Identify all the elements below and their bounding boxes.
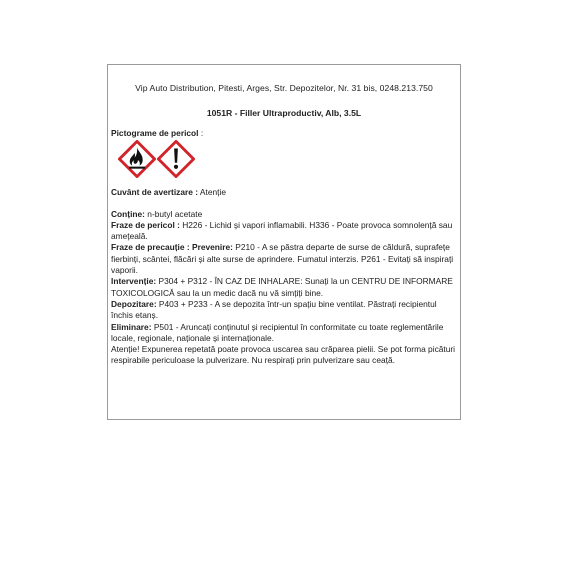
disposal-row — [111, 322, 456, 345]
response-label: Intervenție: — [111, 276, 157, 287]
product-title: 1051R - Filler Ultraproductiv, Alb, 3.5L — [206, 108, 362, 118]
contains-text: n-butyl acetate — [144, 208, 203, 219]
hazard-statements-label: Fraze de pericol : — [111, 219, 180, 230]
contains-label: Conține: — [111, 208, 145, 219]
response-row — [111, 276, 456, 299]
spacer — [111, 199, 456, 209]
contains-row — [111, 209, 456, 220]
signal-word-row — [111, 187, 456, 198]
pictograms-suffix: : — [198, 128, 204, 138]
pictograms-label: Pictograme de pericol — [111, 128, 199, 138]
company-info: Vip Auto Distribution, Pitesti, Arges, Str. Depozitelor, Nr. 31 bis, 0248.213.750 — [135, 83, 433, 93]
signal-word-value: Atenție — [198, 187, 226, 198]
response-text: P304 + P312 - ÎN CAZ DE INHALARE: Sunați la un CENTRU DE INFORMARE TOXICOLOGICĂ sau la un medic dacă nu vă simțiți bine. — [111, 276, 453, 298]
hazard-statements-text: H226 - Lichid și vapori inflamabili. H336 - Poate provoca somnolență sau amețeală. — [111, 219, 453, 242]
disposal-label: Eliminare: — [111, 321, 152, 332]
storage-text: P403 + P233 - A se depozita într-un spațiu bine ventilat. Păstrați recipientul închis etanș. — [111, 298, 437, 321]
signal-word-label: Cuvânt de avertizare : — [111, 187, 199, 198]
exclamation-mark-icon — [157, 140, 195, 178]
warning-note: Atenție! Expunerea repetată poate provoca uscarea sau crăparea pielii. Se pot forma picături respirabile periculoase la pulverizare. Nu respirați prin pulverizare sau ceață. — [111, 344, 456, 366]
pictogram-row — [118, 140, 456, 178]
pictograms-heading — [111, 128, 456, 139]
disposal-text: P501 - Aruncați conținutul și recipientul în conformitate cu toate reglementările locale, regionale, naționale și internaționale. — [111, 321, 444, 343]
label-content — [111, 128, 456, 367]
hazard-statements-row — [111, 220, 456, 243]
storage-row — [111, 299, 456, 322]
safety-label — [107, 64, 461, 420]
precautionary-prevention-label: Fraze de precauție : Prevenire: — [111, 242, 233, 253]
precautionary-prevention-text: P210 - A se păstra departe de surse de căldură, suprafețe fierbinți, scântei, flăcări și alte surse de aprindere. Fumatul interzis. P261 - Evitați să inspirați vaporii. — [111, 242, 454, 276]
storage-label: Depozitare: — [111, 298, 157, 309]
spacer — [111, 178, 456, 187]
flame-icon — [118, 140, 156, 178]
precautionary-prevention-row — [111, 242, 456, 276]
